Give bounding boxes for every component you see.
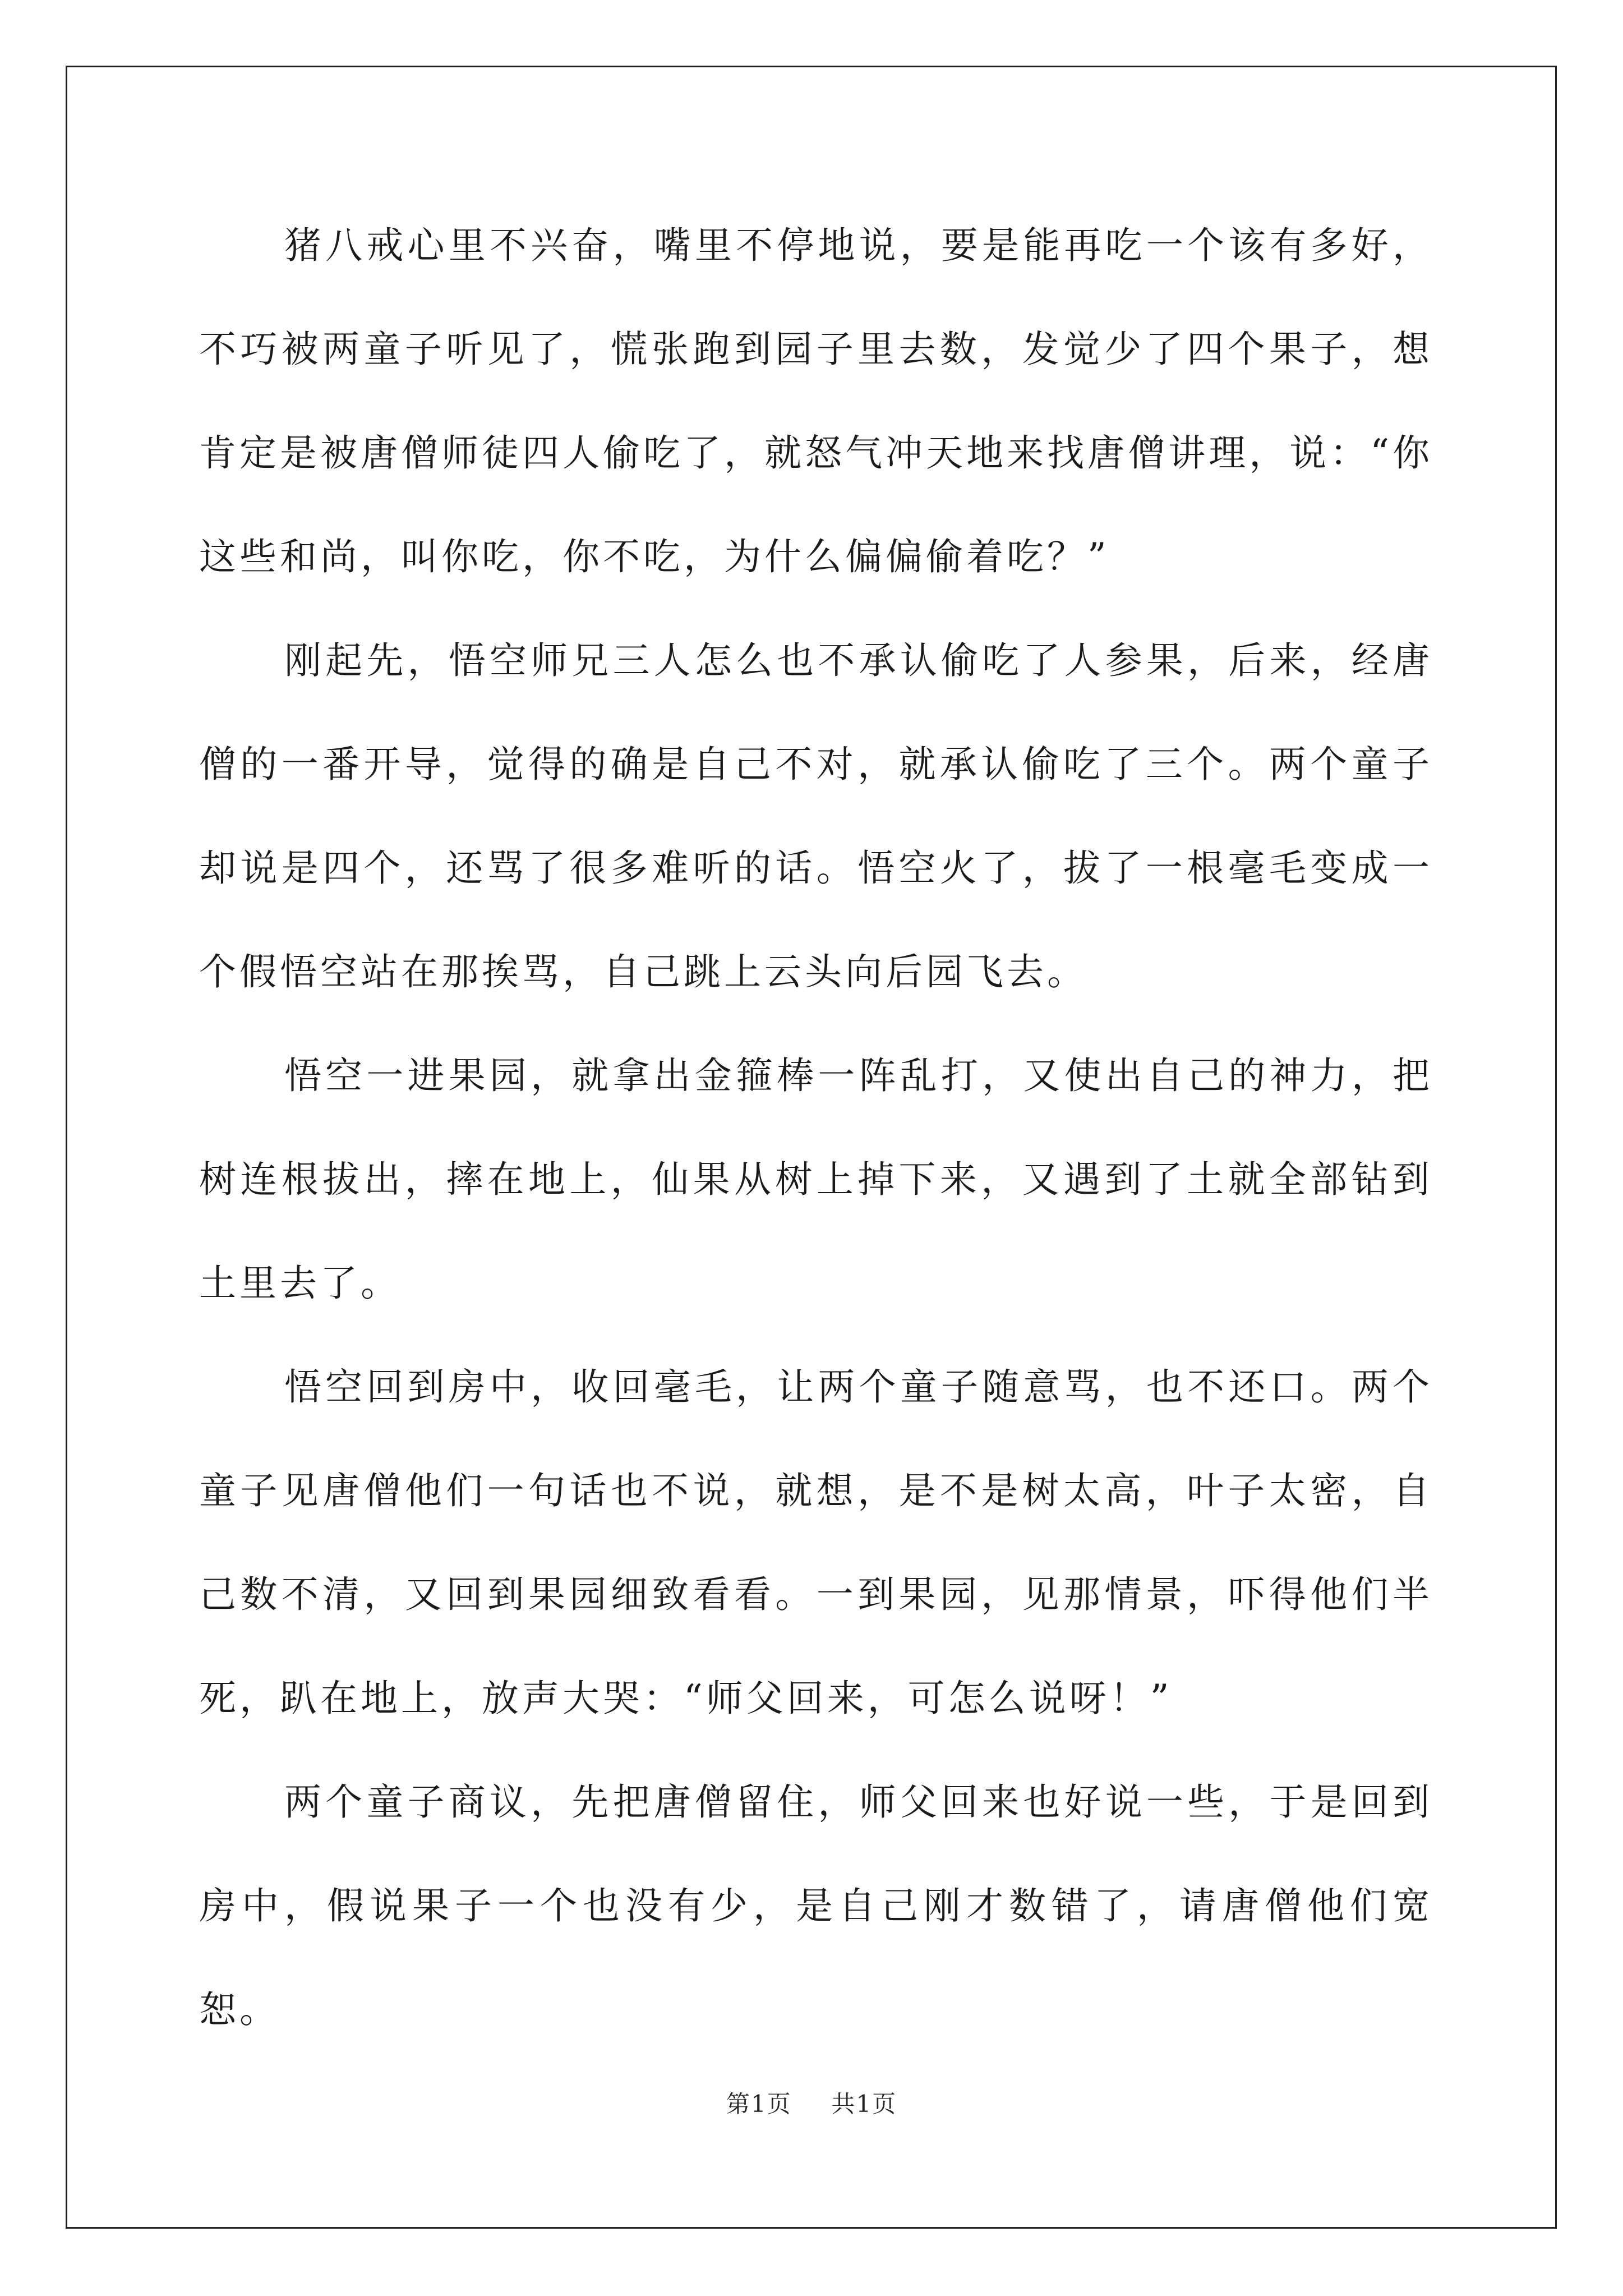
paragraph-2: 刚起先，悟空师兄三人怎么也不承认偷吃了人参果，后来，经唐僧的一番开导，觉得的确是自己不对，就承认偷吃了三个。两个童子却说是四个，还骂了很多难听的话。悟空火了，拔了一根毫毛变成一个假悟空站在那挨骂，自己跳上云头向后园飞去。 (199, 639, 1433, 993)
paragraph-5: 两个童子商议，先把唐僧留住，师父回来也好说一些，于是回到房中，假说果子一个也没有少，是自己刚才数错了，请唐僧他们宽恕。 (199, 1780, 1433, 2031)
paragraph-4: 悟空回到房中，收回毫毛，让两个童子随意骂，也不还口。两个童子见唐僧他们一句话也不说，就想，是不是树太高，叶子太密，自己数不清，又回到果园细致看看。一到果园，见那情景，吓得他们半死，趴在地上，放声大哭：“师父回来，可怎么说呀！” (199, 1365, 1433, 1720)
document-body (199, 194, 1433, 2062)
paragraph-3: 悟空一进果园，就拿出金箍棒一阵乱打，又使出自己的神力，把树连根拔出，摔在地上，仙果从树上掉下来，又遇到了土就全部钻到土里去了。 (199, 1054, 1433, 1305)
page-total: 共1页 (831, 2090, 897, 2118)
page-footer (0, 2086, 1623, 2119)
paragraph-1: 猪八戒心里不兴奋，嘴里不停地说，要是能再吃一个该有多好，不巧被两童子听见了，慌张跑到园子里去数，发觉少了四个果子，想肯定是被唐僧师徒四人偷吃了，就怒气冲天地来找唐僧讲理，说：“你这些和尚，叫你吃，你不吃，为什么偏偏偷着吃？” (199, 224, 1433, 578)
page-number: 第1页 (726, 2090, 792, 2118)
